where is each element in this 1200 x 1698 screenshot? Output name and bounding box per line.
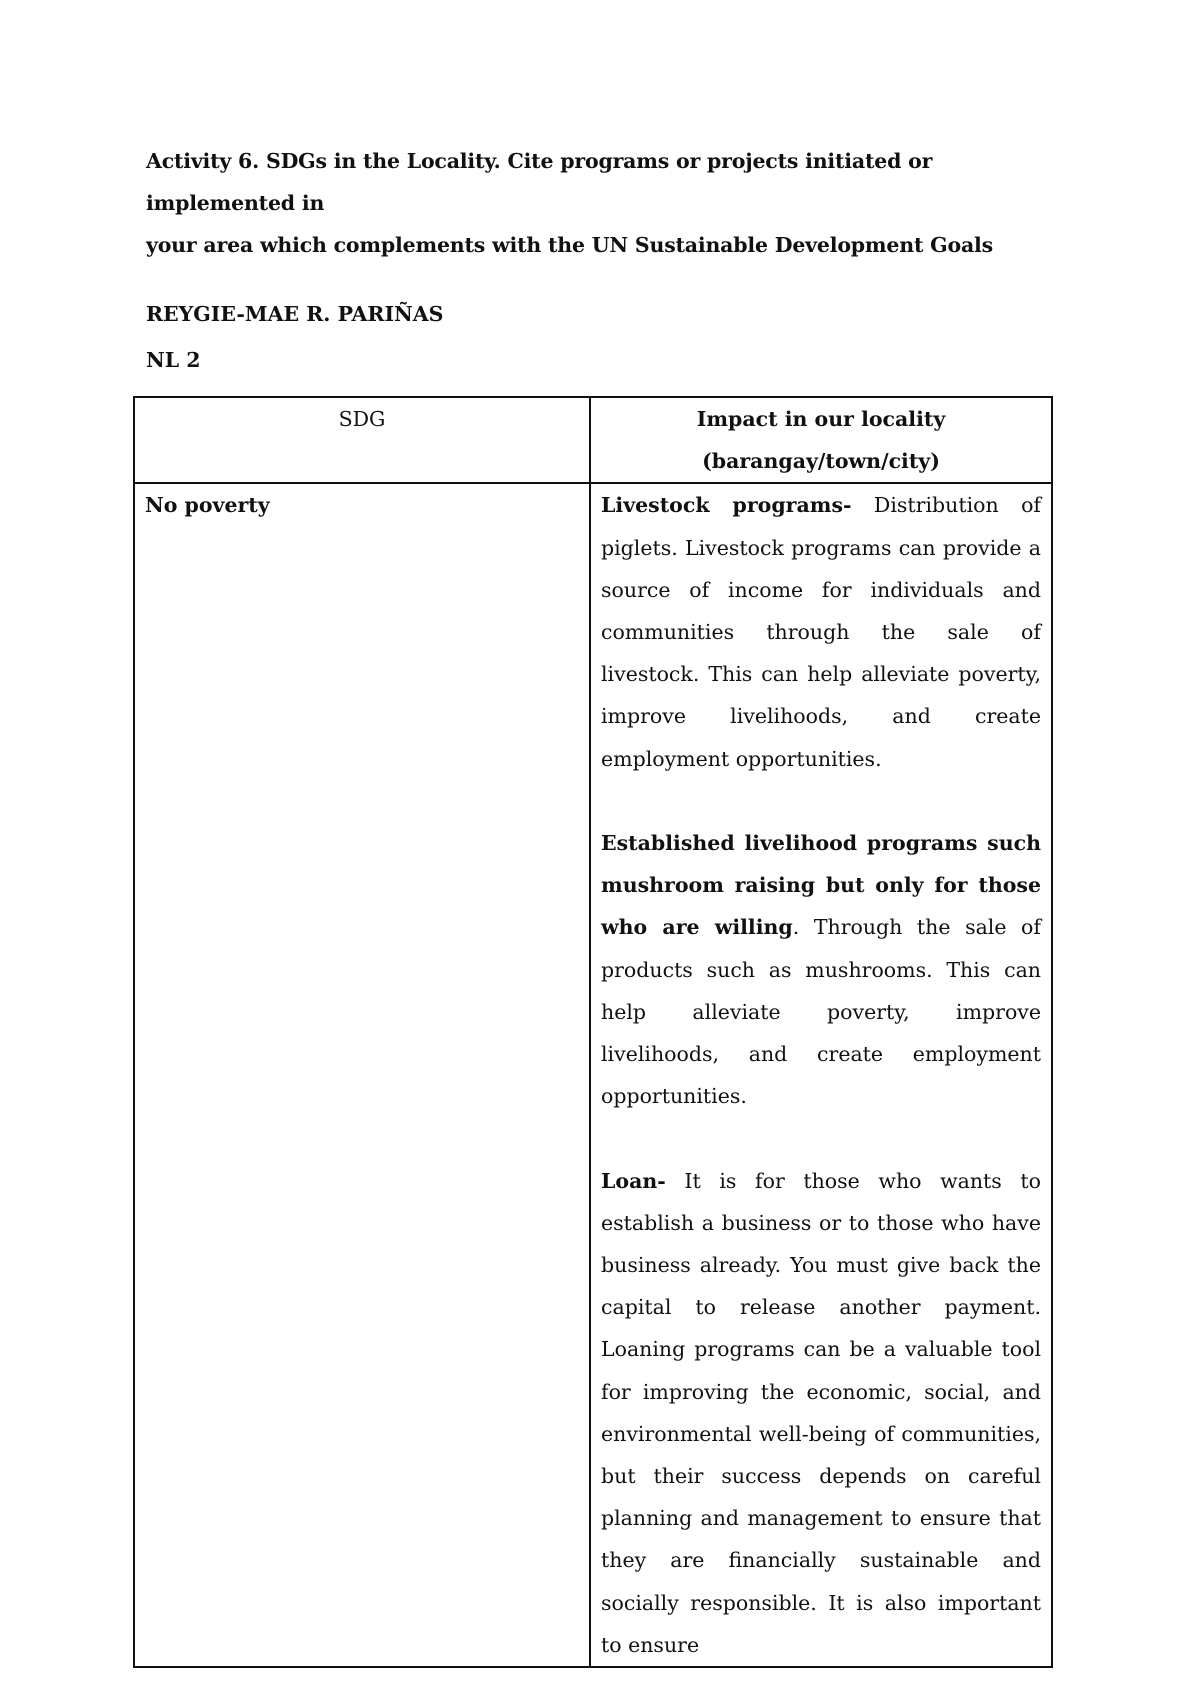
program-name-livelihood: Established livelihood programs such mushroom raising but only for those who are willing bbox=[601, 831, 1041, 940]
impact-paragraph-livestock bbox=[601, 484, 1041, 779]
activity-title-line-2: your area which complements with the UN Sustainable Development Goals bbox=[146, 233, 993, 257]
header-sdg: SDG bbox=[134, 397, 590, 483]
author-name: REYGIE-MAE R. PARIÑAS bbox=[146, 302, 444, 326]
activity-title bbox=[146, 140, 1046, 266]
impact-paragraph-livelihood bbox=[601, 822, 1041, 1117]
program-name-livestock: Livestock programs- bbox=[601, 493, 852, 518]
impact-paragraph-loan bbox=[601, 1160, 1041, 1666]
sdg-goal-cell: No poverty bbox=[134, 483, 590, 1667]
header-impact bbox=[590, 397, 1052, 483]
activity-title-line-1: Activity 6. SDGs in the Locality. Cite programs or projects initiated or implemented in bbox=[146, 149, 933, 215]
section-label: NL 2 bbox=[146, 348, 201, 372]
program-description-livestock: Distribution of piglets. Livestock programs can provide a source of income for individuals and communities through the sale of livestock. This can help alleviate poverty, improve livelihoods, and create employment opportunities. bbox=[601, 493, 1041, 771]
program-description-loan: It is for those who wants to establish a business or to those who have business already. You must give back the capital to release another payment. Loaning programs can be a valuable tool for improving the economic, social, and environmental well-being of communities, but their success depends on careful planning and management to ensure that they are financially sustainable and socially responsible. It is also important to ensure bbox=[601, 1168, 1041, 1657]
impact-cell bbox=[590, 483, 1052, 1667]
header-impact-line-1: Impact in our locality bbox=[696, 407, 946, 431]
program-name-loan: Loan- bbox=[601, 1168, 666, 1193]
header-impact-line-2: (barangay/town/city) bbox=[702, 449, 940, 474]
sdg-table bbox=[133, 396, 1053, 1668]
table-header-row bbox=[134, 397, 1052, 483]
table-row bbox=[134, 483, 1052, 1667]
program-description-livelihood: . Through the sale of products such as mushrooms. This can help alleviate poverty, improve livelihoods, and create employment opportunities. bbox=[601, 915, 1041, 1109]
